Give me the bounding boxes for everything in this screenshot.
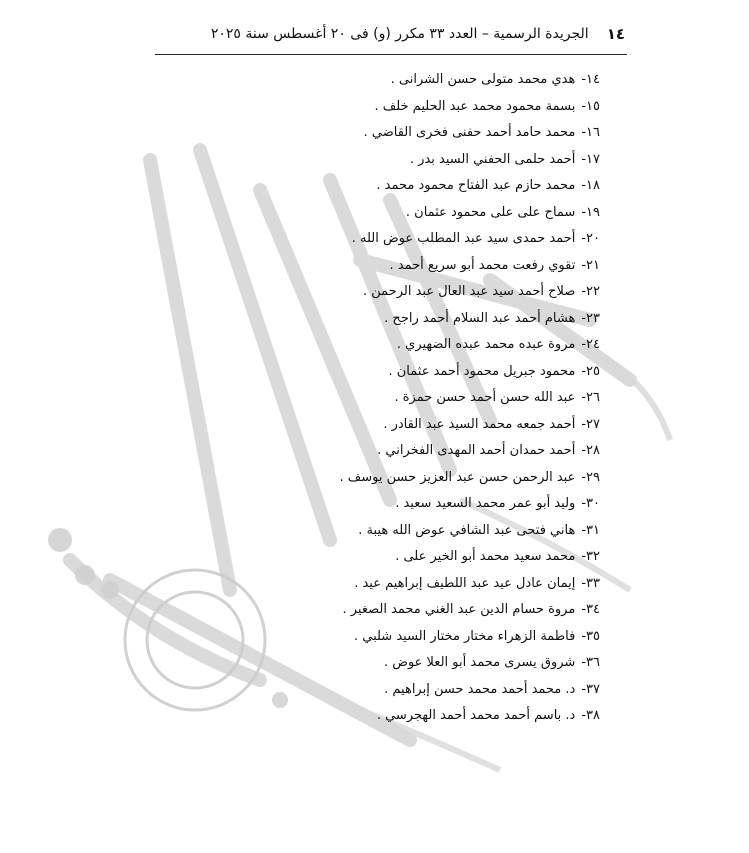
item-name: تقوي رفعت محمد أبو سريع أحمد . — [389, 257, 576, 273]
names-list — [300, 67, 600, 730]
item-name: صلاح أحمد سيد عبد العال عبد الرحمن . — [363, 284, 576, 299]
item-number: ٣٨- — [581, 708, 600, 723]
list-item — [300, 624, 600, 651]
item-name: إيمان عادل عيد عبد اللطيف إبراهيم عيد . — [354, 575, 576, 591]
list-item — [300, 226, 600, 253]
item-name: فاطمة الزهراء مختار مختار السيد شلبي . — [353, 628, 576, 644]
item-name: مروة حسام الدين عبد الغني محمد الصغير . — [342, 602, 576, 617]
list-item — [300, 253, 600, 280]
list-item — [300, 173, 600, 200]
item-number: ٢٠- — [581, 231, 600, 246]
item-number: ٣٧- — [581, 681, 600, 697]
item-number: ١٨- — [581, 178, 600, 193]
list-item — [300, 385, 600, 412]
item-name: عبد الرحمن حسن عبد العزيز حسن يوسف . — [339, 469, 576, 485]
item-number: ١٥- — [581, 98, 600, 114]
item-number: ٢٢- — [581, 284, 600, 299]
item-name: هاني فتحى عبد الشافي عوض الله هيبة . — [358, 522, 576, 538]
list-item — [300, 650, 600, 677]
page-header — [155, 14, 625, 54]
list-item — [300, 491, 600, 518]
list-item — [300, 279, 600, 306]
header-divider — [155, 54, 627, 55]
item-name: محمود جبريل محمود أحمد عثمان . — [388, 363, 576, 379]
item-name: مروة عبده محمد عبده الضهيري . — [396, 337, 576, 352]
item-number: ٢٧- — [581, 416, 600, 432]
list-item — [300, 147, 600, 174]
item-name: وليد أبو عمر محمد السعيد سعيد . — [395, 496, 576, 511]
item-name: أحمد جمعه محمد السيد عبد القادر . — [383, 416, 576, 432]
item-name: أحمد حمدى سيد عبد المطلب عوض الله . — [351, 231, 576, 246]
list-item — [300, 438, 600, 465]
item-number: ٣٥- — [581, 628, 600, 644]
item-name: هدي محمد متولى حسن الشرانى . — [390, 72, 576, 87]
item-number: ٣٢- — [581, 549, 600, 564]
gazette-header-title: الجريدة الرسمية – العدد ٣٣ مكرر (و) فى ٢٠ أغسطس سنة ٢٠٢٥ — [210, 26, 589, 42]
item-name: د. محمد أحمد محمد حسن إبراهيم . — [384, 681, 576, 697]
item-name: محمد حامد أحمد حفنى فخرى القاضي . — [363, 125, 576, 140]
item-name: شروق يسرى محمد أبو العلا عوض . — [383, 655, 576, 670]
list-item — [300, 703, 600, 730]
list-item — [300, 67, 600, 94]
item-number: ٢٥- — [581, 363, 600, 379]
list-item — [300, 544, 600, 571]
item-name: د. باسم أحمد محمد أحمد الهجرسي . — [376, 708, 576, 723]
item-name: أحمد حمدان أحمد المهدى الفخراني . — [377, 443, 576, 458]
item-number: ١٩- — [581, 204, 600, 220]
item-name: هشام أحمد عبد السلام أحمد راجح . — [384, 310, 576, 326]
list-item — [300, 412, 600, 439]
item-number: ٢٦- — [581, 390, 600, 405]
list-item — [300, 94, 600, 121]
item-number: ٢٤- — [581, 337, 600, 352]
list-item — [300, 359, 600, 386]
item-name: محمد حازم عبد الفتاح محمود محمد . — [376, 178, 576, 193]
item-number: ١٤- — [581, 72, 600, 87]
item-number: ٣٣- — [581, 575, 600, 591]
list-item — [300, 677, 600, 704]
list-item — [300, 332, 600, 359]
item-name: عبد الله حسن أحمد حسن حمزة . — [394, 390, 576, 405]
list-item — [300, 120, 600, 147]
item-number: ٣١- — [581, 522, 600, 538]
list-item — [300, 518, 600, 545]
list-item — [300, 571, 600, 598]
item-name: محمد سعيد محمد أبو الخير على . — [395, 549, 576, 564]
item-number: ٢١- — [581, 257, 600, 273]
item-number: ٢٣- — [581, 310, 600, 326]
item-number: ٢٩- — [581, 469, 600, 485]
page-number: ١٤ — [606, 25, 625, 43]
item-number: ٣٠- — [581, 496, 600, 511]
list-item — [300, 306, 600, 333]
item-number: ٣٤- — [581, 602, 600, 617]
item-number: ٢٨- — [581, 443, 600, 458]
item-name: بسمة محمود محمد عبد الحليم خلف . — [374, 98, 576, 114]
list-item — [300, 465, 600, 492]
item-name: سماح على على محمود عثمان . — [405, 204, 576, 220]
item-name: أحمد حلمى الحفني السيد بدر . — [409, 151, 576, 167]
list-item — [300, 200, 600, 227]
list-item — [300, 597, 600, 624]
item-number: ١٧- — [581, 151, 600, 167]
item-number: ٣٦- — [581, 655, 600, 670]
item-number: ١٦- — [581, 125, 600, 140]
